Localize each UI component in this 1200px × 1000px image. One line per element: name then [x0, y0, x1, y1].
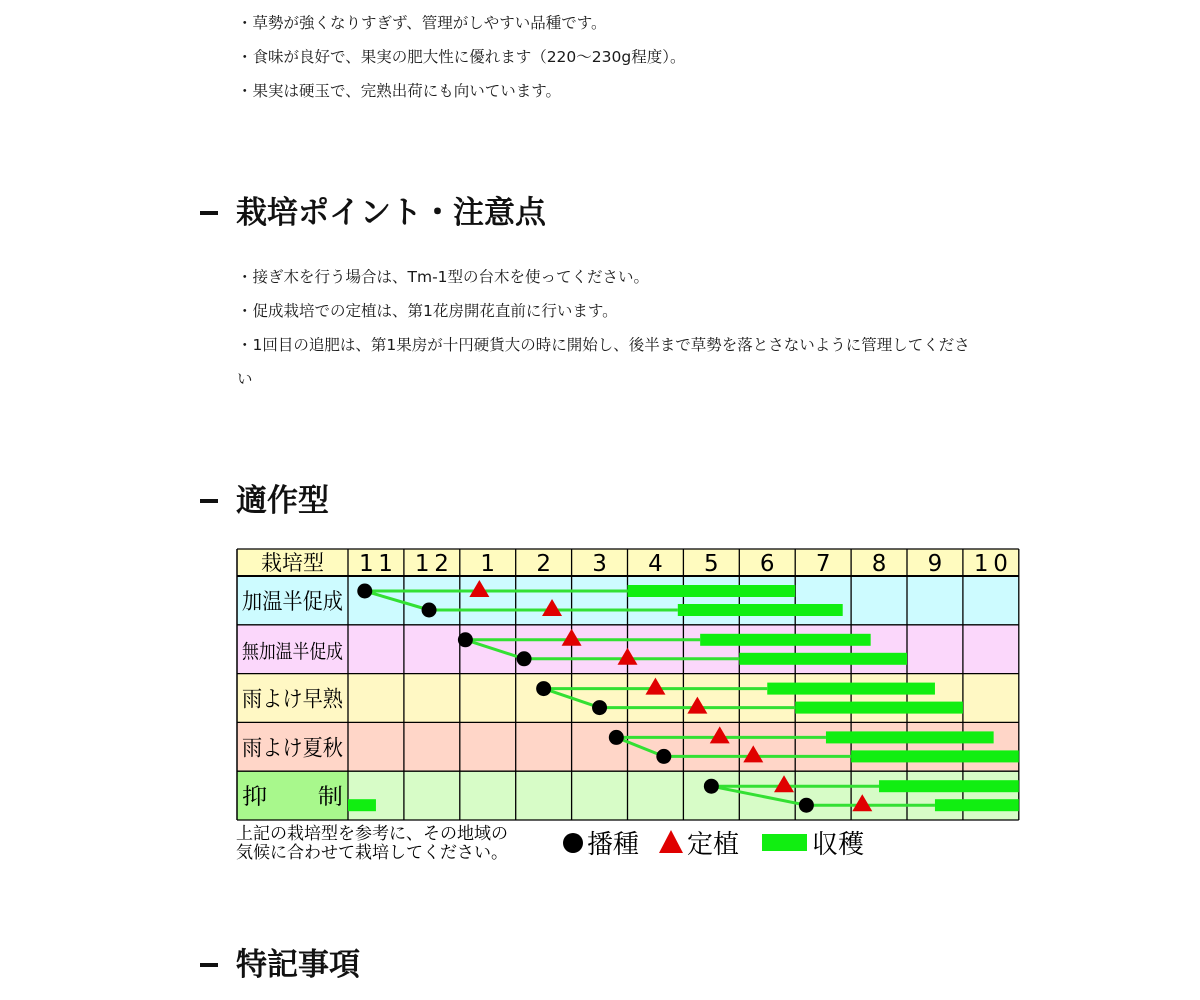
sowing-dot	[536, 681, 551, 696]
row-label: 雨よけ早熟	[242, 687, 344, 713]
month-label: 6	[759, 551, 775, 577]
harvest-bar	[879, 780, 1019, 792]
chart-note: 気候に合わせて栽培してください。	[236, 843, 508, 863]
feature-line-2: ・食味が良好で、果実の肥大性に優れます（220〜230g程度）。	[237, 48, 686, 66]
sowing-dot	[517, 651, 532, 666]
harvest-bar	[678, 604, 843, 616]
month-label: 8	[871, 551, 887, 577]
row-label: 加温半促成	[242, 590, 343, 615]
month-label: 10	[973, 551, 1008, 577]
legend-label: 収穫	[812, 830, 865, 860]
chart-title: 栽培型	[261, 551, 324, 575]
sowing-dot	[656, 749, 671, 764]
heading-dash	[200, 499, 218, 503]
harvest-bar	[851, 750, 1019, 762]
point-line-1: ・接ぎ木を行う場合は、Tm-1型の台木を使ってください。	[237, 268, 650, 286]
legend-label: 定植	[687, 830, 740, 860]
month-label: 3	[592, 551, 607, 577]
harvest-bar	[739, 653, 907, 665]
row-label: 雨よけ夏秋	[242, 736, 343, 762]
row-label: 無加温半促成	[242, 639, 343, 663]
sowing-dot	[592, 700, 607, 715]
legend-planting-triangle	[659, 830, 683, 853]
legend-sowing-dot	[563, 833, 583, 853]
section-heading-cropping	[200, 481, 329, 521]
sowing-dot	[422, 603, 437, 618]
harvest-bar	[826, 731, 994, 743]
row-label: 抑 制	[242, 785, 343, 811]
section-heading-special	[200, 945, 360, 985]
sowing-dot	[609, 730, 624, 745]
harvest-bar	[700, 634, 870, 646]
month-label: 5	[704, 551, 719, 577]
section-heading-text: 適作型	[236, 483, 329, 519]
harvest-bar	[348, 799, 376, 811]
heading-dash	[200, 211, 218, 215]
point-line-3: ・1回目の追肥は、第1果房が十円硬貨大の時に開始し、後半まで草勢を落とさないように管理してくださ	[237, 336, 970, 354]
chart-note: 上記の栽培型を参考に、その地域の	[236, 824, 508, 844]
feature-line-1: ・草勢が強くなりすぎず、管理がしやすい品種です。	[237, 14, 607, 32]
sowing-dot	[458, 632, 473, 647]
point-line-4: い	[237, 370, 253, 388]
month-label: 1	[480, 551, 496, 577]
harvest-bar	[795, 702, 963, 714]
harvest-bar	[935, 799, 1019, 811]
month-label: 12	[414, 551, 449, 577]
month-label: 11	[358, 551, 393, 577]
harvest-bar	[767, 683, 935, 695]
section-heading-points	[200, 193, 546, 233]
point-line-2: ・促成栽培での定植は、第1花房開花直前に行います。	[237, 302, 618, 320]
legend-label: 播種	[587, 830, 640, 860]
legend-harvest-bar	[762, 834, 807, 851]
month-label: 9	[927, 551, 943, 577]
section-heading-text: 栽培ポイント・注意点	[236, 195, 546, 231]
sowing-dot	[357, 584, 372, 599]
harvest-bar	[628, 585, 796, 597]
cropping-calendar-chart	[236, 548, 1022, 864]
month-label: 4	[648, 551, 663, 577]
sowing-dot	[799, 798, 814, 813]
section-heading-text: 特記事項	[236, 947, 360, 983]
month-label: 7	[815, 551, 831, 577]
month-label: 2	[536, 551, 551, 577]
sowing-dot	[704, 779, 719, 794]
feature-line-3: ・果実は硬玉で、完熟出荷にも向いています。	[237, 82, 561, 100]
heading-dash	[200, 963, 218, 967]
